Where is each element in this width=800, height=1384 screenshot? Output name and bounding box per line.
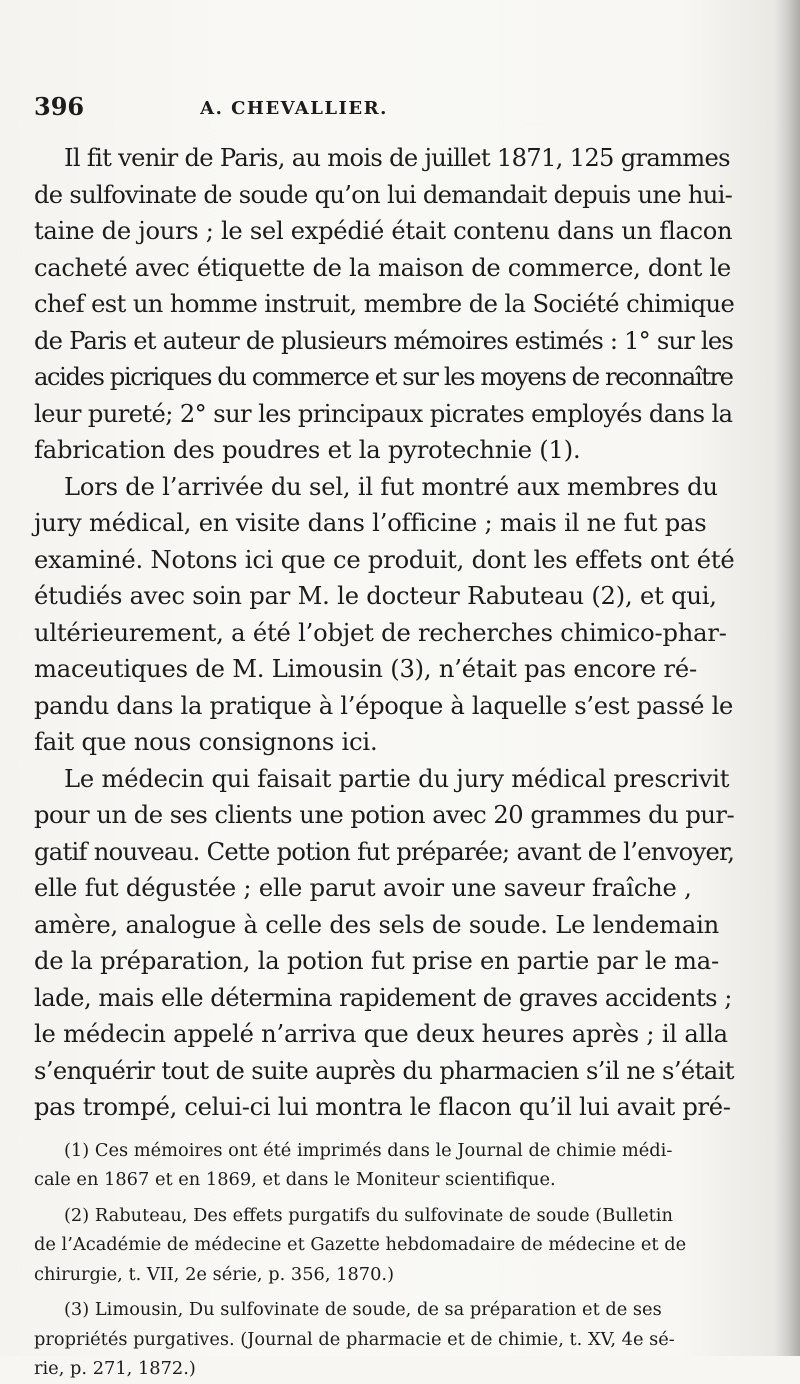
text-line: lade, mais elle détermina rapidement de graves accidents ; [34,983,732,1012]
footnote-line: rie, p. 271, 1872.) [34,1358,196,1379]
text-line: examiné. Notons ici que ce produit, dont les effets ont été [34,545,735,574]
page-header [34,92,724,126]
text-line: amère, analogue à celle des sels de soude. Le lendemain [34,910,719,939]
text-line: s’enquérir tout de suite auprès du pharmacien s’il ne s’était [34,1056,734,1085]
page-edge-shadow [774,0,800,1356]
text-line: pas trompé, celui-ci lui montra le flacon qu’il lui avait pré- [34,1093,731,1121]
text-line: le médecin appelé n’arriva que deux heures après ; il alla [34,1020,728,1048]
main-text [34,140,734,1384]
text-line: de la préparation, la potion fut prise en partie par le ma- [34,947,719,975]
text-line: pour un de ses clients une potion avec 20 grammes du pur- [34,801,735,829]
text-line: Le médecin qui faisait partie du jury médical prescrivit [64,764,730,793]
text-line: gatif nouveau. Cette potion fut préparée; avant de l’envoyer, [34,837,735,866]
footnote-line: cale en 1867 et en 1869, et dans le Moniteur scientifique. [34,1169,556,1190]
text-line: leur pureté; 2° sur les principaux picrates employés dans la [34,399,733,428]
text-line: fait que nous consignons ici. [34,728,378,756]
text-line: Lors de l’arrivée du sel, il fut montré aux membres du [64,472,718,501]
footnote-line: propriétés purgatives. (Journal de pharmacie et de chimie, t. XV, 4e sé- [34,1328,675,1350]
text-line: étudiés avec soin par M. le docteur Rabuteau (2), et qui, [34,582,717,610]
text-line: taine de jours ; le sel expédié était contenu dans un flacon [34,217,733,245]
text-line: de Paris et auteur de plusieurs mémoires estimés : 1° sur les [34,326,733,355]
text-line: de sulfovinate de soude qu’on lui demandait depuis une hui- [34,180,733,209]
text-line: cacheté avec étiquette de la maison de commerce, dont le [34,253,731,282]
text-line: chef est un homme instruit, membre de la Société chimique [34,290,735,318]
text-line: elle fut dégustée ; elle parut avoir une saveur fraîche , [34,874,692,902]
text-line: acides picriques du commerce et sur les moyens de reconnaître [34,363,733,391]
text-line: jury médical, en visite dans l’officine ; mais il ne fut pas [34,509,707,537]
footnote-line: de l’Académie de médecine et Gazette hebdomadaire de médecine et de [34,1234,687,1255]
text-line: ultérieurement, a été l’objet de recherches chimico-phar- [34,618,727,647]
page-number: 396 [34,92,85,121]
text-line: maceutiques de M. Limousin (3), n’était pas encore ré- [34,655,697,683]
running-title: A. CHEVALLIER. [200,98,388,119]
text-line: Il fit venir de Paris, au mois de juillet 1871, 125 grammes [64,144,730,172]
footnote-line: (1) Ces mémoires ont été imprimés dans le Journal de chimie médi- [64,1139,673,1161]
text-line: pandu dans la pratique à l’époque à laquelle s’est passé le [34,691,734,720]
footnote-line: chirurgie, t. VII, 2e série, p. 356, 1870.) [34,1263,395,1285]
footnote-line: (3) Limousin, Du sulfovinate de soude, de sa préparation et de ses [64,1299,662,1320]
footnote-line: (2) Rabuteau, Des effets purgatifs du sulfovinate de soude (Bulletin [64,1204,673,1226]
text-line: fabrication des poudres et la pyrotechnie (1). [34,436,581,464]
